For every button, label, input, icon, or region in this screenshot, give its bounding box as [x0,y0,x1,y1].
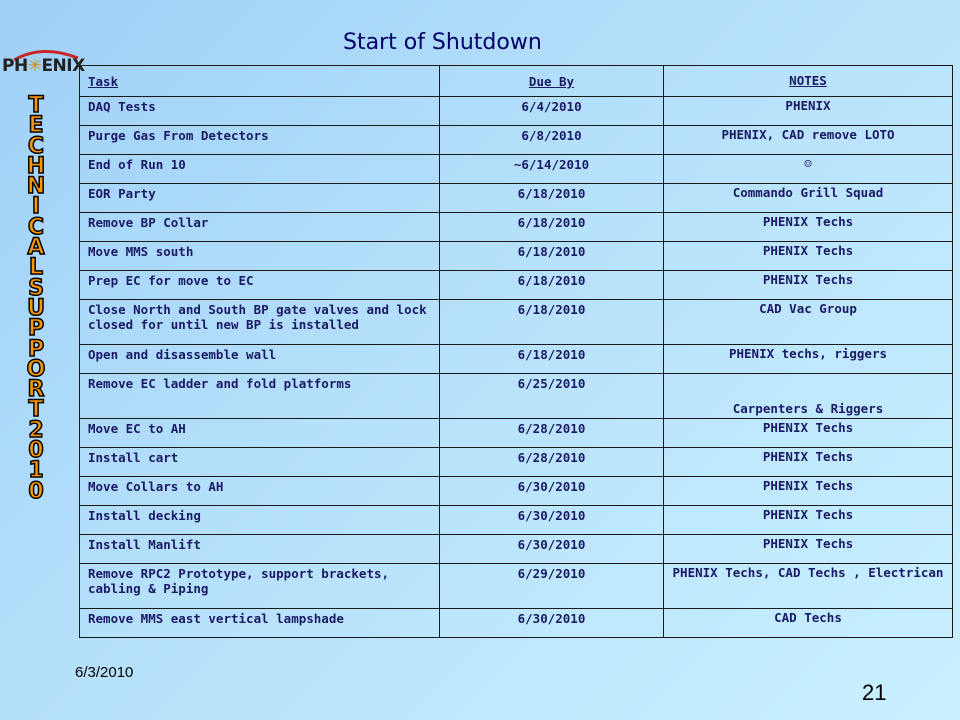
notes-cell: PHENIX Techs [664,419,953,448]
due-cell: 6/18/2010 [440,184,664,213]
due-cell: 6/28/2010 [440,419,664,448]
task-cell: Prep EC for move to EC [80,271,440,300]
page-number: 21 [862,680,887,705]
notes-cell: PHENIX Techs [664,477,953,506]
notes-cell: PHENIX Techs [664,506,953,535]
task-cell: Remove EC ladder and fold platforms [80,374,440,419]
due-cell: 6/29/2010 [440,564,664,609]
notes-cell: PHENIX [664,97,953,126]
task-cell: Open and disassemble wall [80,345,440,374]
notes-cell: PHENIX techs, riggers [664,345,953,374]
slide-title: Start of Shutdown [343,30,542,55]
table-row [80,155,953,184]
table-row [80,184,953,213]
table-header-row [80,66,953,97]
header-task: Task [80,66,440,97]
task-cell: Install Manlift [80,535,440,564]
notes-cell: PHENIX Techs [664,242,953,271]
notes-cell: CAD Techs [664,609,953,638]
notes-cell: PHENIX Techs, CAD Techs , Electrican [664,564,953,609]
notes-cell: PHENIX, CAD remove LOTO [664,126,953,155]
table-row [80,419,953,448]
task-cell: Install decking [80,506,440,535]
logo-star-icon: ✳ [27,56,42,76]
due-cell: 6/28/2010 [440,448,664,477]
table-row [80,374,953,419]
notes-cell: Carpenters & Riggers [664,374,953,419]
notes-cell: PHENIX Techs [664,448,953,477]
task-cell: Purge Gas From Detectors [80,126,440,155]
table-row [80,345,953,374]
task-cell: Move MMS south [80,242,440,271]
table-row [80,242,953,271]
task-cell: End of Run 10 [80,155,440,184]
due-cell: ~6/14/2010 [440,155,664,184]
shutdown-table [79,65,953,638]
task-cell: Move Collars to AH [80,477,440,506]
due-cell: 6/18/2010 [440,242,664,271]
due-cell: 6/30/2010 [440,535,664,564]
task-cell: Move EC to AH [80,419,440,448]
task-cell: Install cart [80,448,440,477]
due-cell: 6/30/2010 [440,609,664,638]
notes-cell: ☺ [664,155,953,184]
table-row [80,97,953,126]
table-row [80,609,953,638]
table-row [80,213,953,242]
task-cell: Remove MMS east vertical lampshade [80,609,440,638]
header-notes: NOTES [664,66,953,97]
table-row [80,126,953,155]
due-cell: 6/4/2010 [440,97,664,126]
table-row [80,506,953,535]
due-cell: 6/18/2010 [440,300,664,345]
footer-date: 6/3/2010 [75,664,134,681]
table-row [80,535,953,564]
logo-text [2,56,85,76]
table-row [80,271,953,300]
notes-cell: PHENIX Techs [664,535,953,564]
notes-cell: CAD Vac Group [664,300,953,345]
due-cell: 6/8/2010 [440,126,664,155]
due-cell: 6/25/2010 [440,374,664,419]
table-row [80,448,953,477]
table-row [80,477,953,506]
due-cell: 6/18/2010 [440,345,664,374]
task-cell: Remove BP Collar [80,213,440,242]
notes-cell: Commando Grill Squad [664,184,953,213]
logo-text-left: PH [2,56,28,76]
due-cell: 6/30/2010 [440,506,664,535]
table-row [80,300,953,345]
task-cell: EOR Party [80,184,440,213]
due-cell: 6/18/2010 [440,213,664,242]
task-cell: Remove RPC2 Prototype, support brackets, cabling & Piping [80,564,440,609]
table-row [80,564,953,609]
due-cell: 6/30/2010 [440,477,664,506]
side-title: TECHNICAL SUPPORT 2010 [26,93,52,504]
notes-cell: PHENIX Techs [664,213,953,242]
header-due: Due By [440,66,664,97]
notes-cell: PHENIX Techs [664,271,953,300]
logo-text-right: ENIX [41,56,85,76]
task-cell: DAQ Tests [80,97,440,126]
task-cell: Close North and South BP gate valves and lock closed for until new BP is installed [80,300,440,345]
due-cell: 6/18/2010 [440,271,664,300]
